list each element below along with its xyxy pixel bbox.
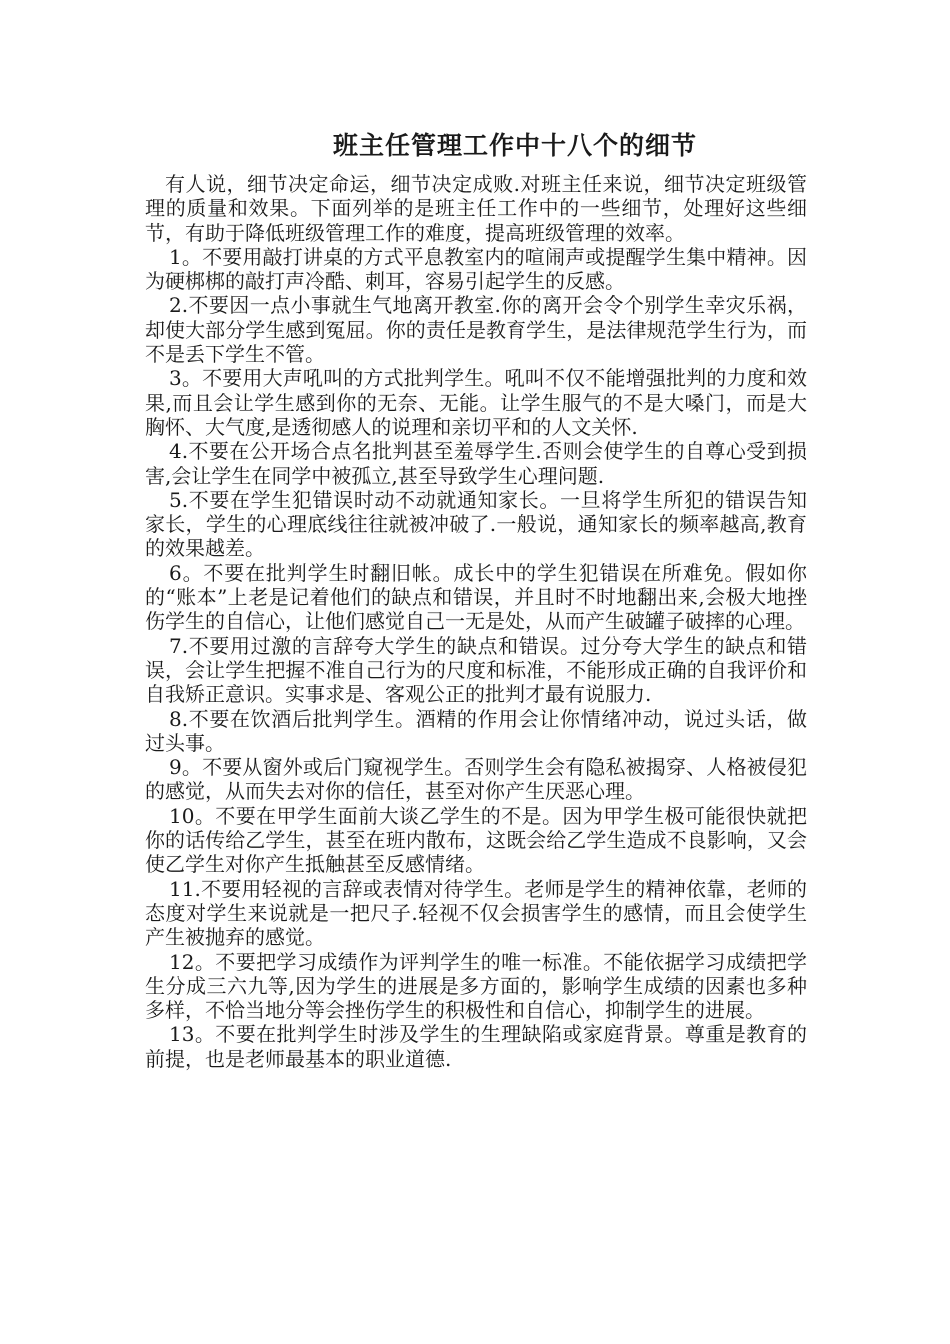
item-paragraph-8: 8.不要在饮酒后批判学生。酒精的作用会让你情绪冲动，说过头话，做过头事。	[145, 706, 807, 755]
page-title: 班主任管理工作中十八个的细节	[332, 131, 697, 160]
intro-paragraph: 有人说，细节决定命运，细节决定成败.对班主任来说，细节决定班级管理的质量和效果。下面列举的是班主任工作中的一些细节，处理好这些细节，有助于降低班级管理工作的难度，提高班级管理的效率。	[145, 172, 807, 245]
item-paragraph-2: 2.不要因一点小事就生气地离开教室.你的离开会令个别学生幸灾乐祸，却使大部分学生感到冤屈。你的责任是教育学生，是法律规范学生行为，而不是丢下学生不管。	[145, 293, 807, 367]
item-paragraph-9: 9。不要从窗外或后门窥视学生。否则学生会有隐私被揭穿、人格被侵犯的感觉，从而失去对你的信任，甚至对你产生厌恶心理。	[145, 755, 807, 804]
item-paragraph-5: 5.不要在学生犯错误时动不动就通知家长。一旦将学生所犯的错误告知家长，学生的心理底线往往就被冲破了.一般说，通知家长的频率越高,教育的效果越差。	[145, 487, 807, 561]
item-paragraph-1: 1。不要用敲打讲桌的方式平息教室内的喧闹声或提醒学生集中精神。因为硬梆梆的敲打声冷酷、刺耳，容易引起学生的反感。	[145, 244, 807, 294]
item-paragraph-3: 3。不要用大声吼叫的方式批判学生。吼叫不仅不能增强批判的力度和效果,而且会让学生感到你的无奈、无能。让学生服气的不是大嗓门，而是大胸怀、大气度,是透彻感人的说理和亲切平和的人文关怀.	[145, 366, 807, 439]
item-paragraph-6: 6。不要在批判学生时翻旧帐。成长中的学生犯错误在所难免。假如你的“账本”上老是记着他们的缺点和错误，并且时不时地翻出来,会极大地挫伤学生的自信心，让他们感觉自己一无是处，从而产生破罐子破摔的心理。	[145, 560, 807, 634]
item-paragraph-7: 7.不要用过激的言辞夸大学生的缺点和错误。过分夸大学生的缺点和错误，会让学生把握不准自己行为的尺度和标准，不能形成正确的自我评价和自我矫正意识。实事求是、客观公正的批判才最有说服力.	[145, 633, 807, 707]
item-paragraph-11: 11.不要用轻视的言辞或表情对待学生。老师是学生的精神依靠，老师的态度对学生来说就是一把尺子.轻视不仅会损害学生的感情，而且会使学生产生被抛弃的感觉。	[145, 876, 807, 950]
document-body	[145, 172, 807, 1071]
item-paragraph-12: 12。不要把学习成绩作为评判学生的唯一标准。不能依据学习成绩把学生分成三六九等,因为学生的进展是多方面的，影响学生成绩的因素也多种多样，不恰当地分等会挫伤学生的积极性和自信心，抑制学生的进展。	[145, 949, 807, 1023]
item-paragraph-13: 13。不要在批判学生时涉及学生的生理缺陷或家庭背景。尊重是教育的前提，也是老师最基本的职业道德.	[145, 1022, 807, 1071]
item-paragraph-4: 4.不要在公开场合点名批判甚至羞辱学生.否则会使学生的自尊心受到损害,会让学生在同学中被孤立,甚至导致学生心理问题.	[145, 439, 807, 488]
item-paragraph-10: 10。不要在甲学生面前大谈乙学生的不是。因为甲学生极可能很快就把你的话传给乙学生，甚至在班内散布，这既会给乙学生造成不良影响，又会使乙学生对你产生抵触甚至反感情绪。	[145, 803, 807, 877]
